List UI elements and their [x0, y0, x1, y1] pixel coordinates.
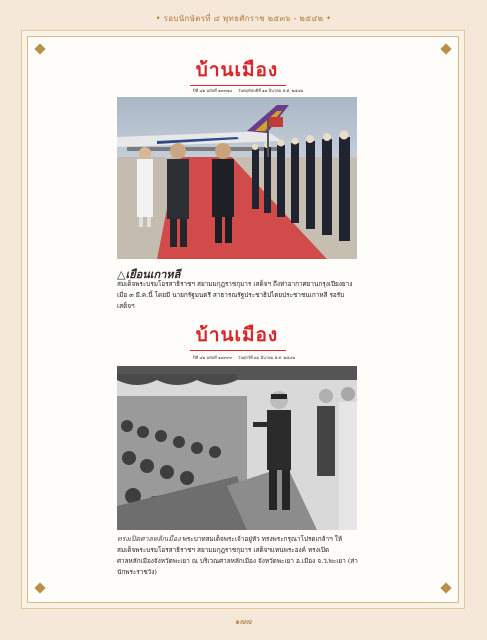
newspaper-masthead: บ้านเมือง	[195, 324, 279, 346]
airport-photo-illustration	[117, 97, 357, 259]
page-header: • รอบนักษัตรที่ ๔ พุทธศักราช ๒๕๓๖ - ๒๕๔๒ •	[155, 14, 332, 23]
photo-caption	[117, 534, 360, 578]
page-number: ๑๗๗	[234, 617, 253, 626]
masthead-rule	[190, 85, 286, 86]
caption-title-text: เยือนเกาหลี	[125, 268, 181, 281]
airport-photo	[117, 97, 357, 259]
triangle-icon: △	[117, 268, 126, 281]
newspaper-masthead: บ้านเมือง	[195, 59, 279, 81]
photo-caption: สมเด็จพระบรมโอรสาธิราชฯ สยามมกุฎราชกุมาร เสด็จฯ ถึงท่าอากาศยานกรุงเปียงยาง เมื่อ ๓ มี.ค.นี้ โดยมี นายกรัฐมนตรี สาธารณรัฐประชาธิปไตยประชาชนเกาหลี รอรับเสด็จฯ	[117, 280, 353, 310]
caption-body: พระบาทสมเด็จพระเจ้าอยู่หัว ทรงพระกรุณาโปรดเกล้าฯ ให้ สมเด็จพระบรมโอรสาธิราชฯ สยามมกุฎราชกุมาร เสด็จฯแทนพระองค์ ทรงเปิดศาลหลักเมืองจังหวัดพะเยา ณ บริเวณศาลหลักเมือง จังหวัดพะเยา อ.เมือง จ.ว.พะเยา (ส่านักพระราชวัง)	[117, 535, 358, 576]
masthead-rule	[190, 350, 286, 351]
issue-number: ปีที่ ๔๒ ฉบับที่ ๑๓๙๙๓	[193, 355, 232, 360]
issue-date: วันศุกร์ที่ ๒๖ มีนาคม พ.ศ. ๒๕๔๒	[238, 355, 295, 360]
ceremony-photo-illustration	[117, 366, 357, 530]
issue-date: วันพฤหัสบดีที่ ๑๑ มีนาคม พ.ศ. ๒๕๔๒	[238, 88, 304, 93]
issue-number: ปีที่ ๔๒ ฉบับที่ ๑๓๙๗๔	[193, 88, 233, 93]
ceremony-photo	[117, 366, 357, 530]
caption-lead: ทรงเปิดศาลหลักเมือง	[117, 535, 181, 543]
